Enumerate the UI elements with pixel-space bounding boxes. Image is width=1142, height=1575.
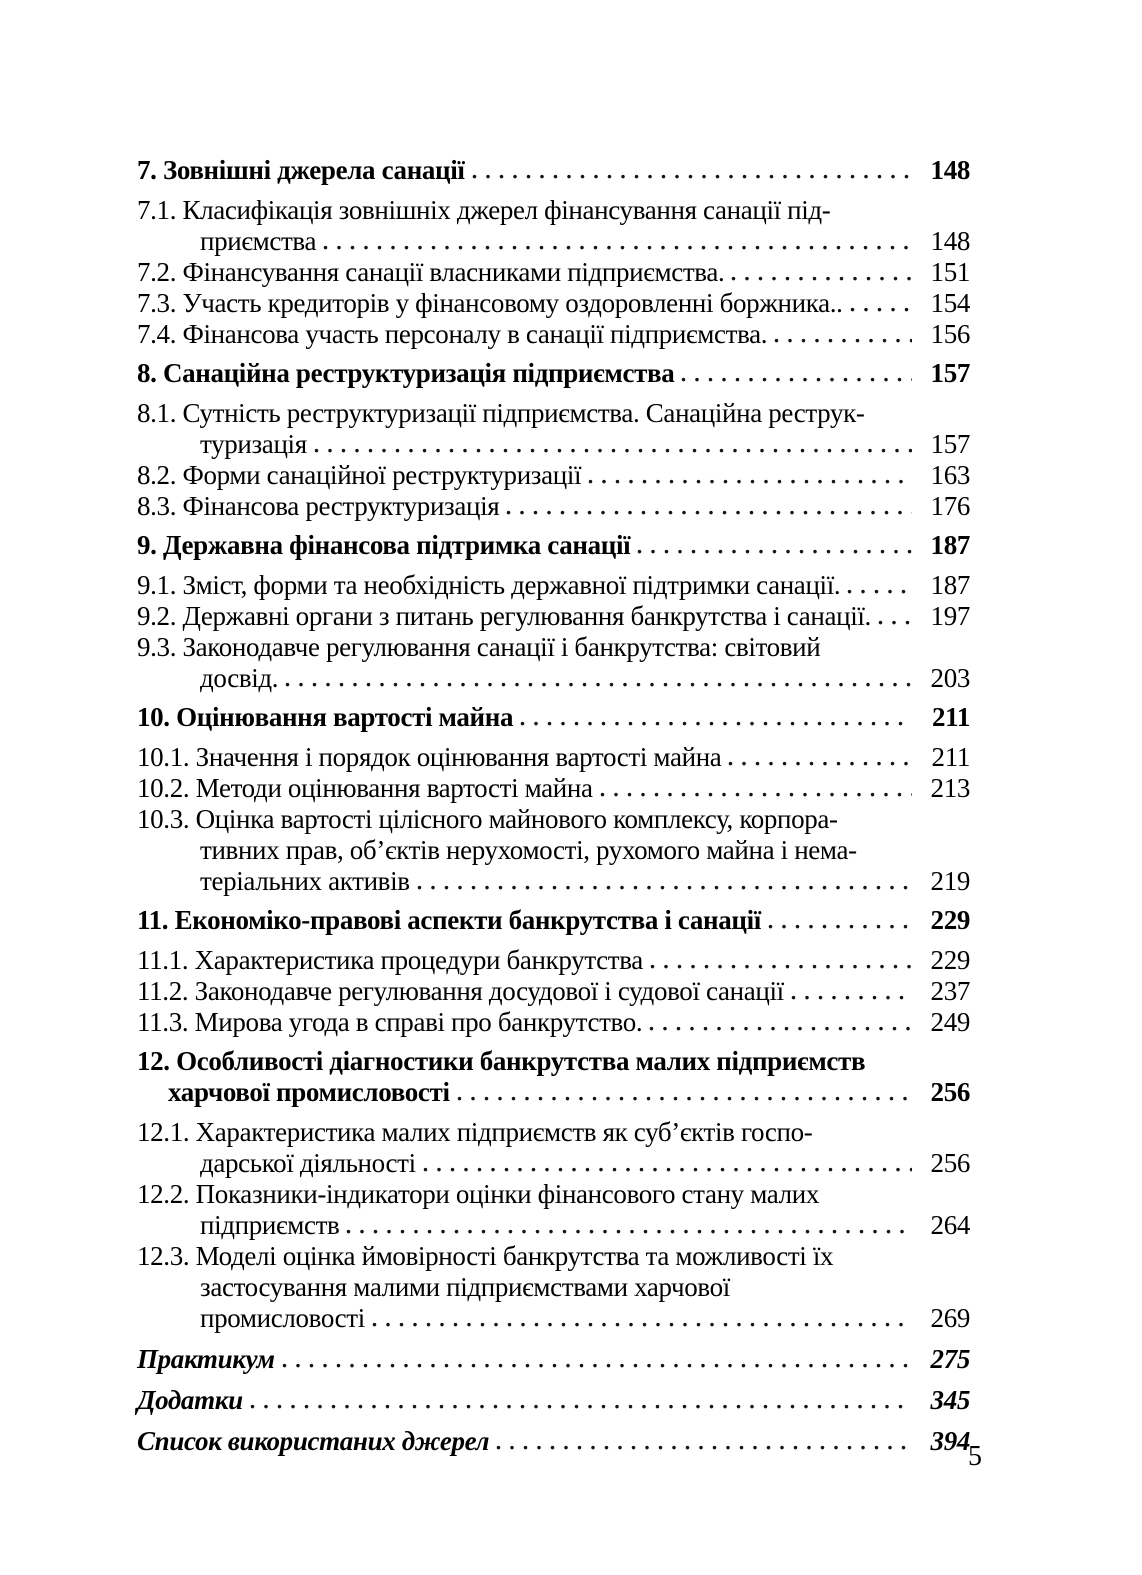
toc-entry: [137, 1117, 970, 1179]
toc-entry: [137, 601, 970, 632]
entry-page-number: 156: [930, 319, 970, 349]
page-number: 5: [968, 1441, 982, 1472]
entry-line: [137, 319, 970, 350]
entry-title-text: 11.2. Законодавче регулювання досудової і судової санації: [137, 976, 784, 1006]
entry-page-number: 148: [930, 155, 970, 185]
dot-leader: [372, 1320, 912, 1327]
toc-entry: [137, 1426, 970, 1457]
entry-title-text: 11.1. Характеристика процедури банкрутства: [137, 945, 643, 975]
entry-line: [137, 1007, 970, 1038]
entry-line: [137, 1426, 970, 1457]
toc-entry: [137, 491, 970, 522]
dot-leader: [423, 1165, 912, 1172]
entry-title-text: досвід.: [200, 663, 279, 693]
entry-page-number: 163: [930, 460, 970, 490]
toc-entry: [137, 702, 970, 733]
entry-line: [137, 1179, 970, 1210]
entry-title-text: 8. Санаційна реструктуризація підприємства: [137, 358, 675, 388]
entry-page-number: 154: [930, 288, 970, 318]
entry-line: [137, 429, 970, 460]
toc-entry: [137, 288, 970, 319]
dot-leader: [496, 1443, 912, 1450]
entry-title-text: приємства: [200, 226, 317, 256]
entry-title-text: промисловості: [200, 1303, 365, 1333]
entry-title-text: Список використаних джерел: [137, 1426, 490, 1456]
entry-page-number: 176: [930, 491, 970, 521]
toc-entry: [137, 976, 970, 1007]
entry-page-number: 229: [930, 905, 970, 935]
entry-page-number: 211: [932, 702, 970, 732]
toc-entry: [137, 570, 970, 601]
dot-leader: [649, 1024, 912, 1031]
entry-line: [137, 632, 970, 663]
entry-title-text: 11. Економіко-правові аспекти банкрутства і санації: [137, 905, 761, 935]
entry-page-number: 219: [930, 866, 970, 896]
entry-line: [137, 1272, 970, 1303]
entry-page-number: 249: [930, 1007, 970, 1037]
dot-leader: [878, 618, 912, 625]
entry-line: [137, 804, 970, 835]
entry-line: [137, 742, 970, 773]
entry-line: [137, 663, 970, 694]
toc-entry: [137, 1179, 970, 1241]
dot-leader: [768, 922, 912, 929]
entry-title-text: тивних прав, об’єктів нерухомості, рухомого майна і нема-: [200, 835, 857, 865]
entry-page-number: 237: [930, 976, 970, 1006]
entry-line: [137, 155, 970, 186]
entry-line: [137, 1117, 970, 1148]
entry-line: [137, 195, 970, 226]
toc-entry: [137, 804, 970, 897]
toc-entry: [137, 460, 970, 491]
entry-page-number: 203: [930, 663, 970, 693]
entry-line: [137, 257, 970, 288]
entry-page-number: 157: [930, 429, 970, 459]
entry-title-text: 12.2. Показники-індикатори оцінки фінансового стану малих: [137, 1179, 820, 1209]
entry-title-text: дарської діяльності: [200, 1148, 416, 1178]
entry-title-text: 7.4. Фінансова участь персоналу в санації підприємства.: [137, 319, 768, 349]
entry-line: [137, 1303, 970, 1334]
dot-leader: [637, 547, 912, 554]
entry-title-text: 10.1. Значення і порядок оцінювання вартості майна: [137, 742, 722, 772]
entry-line: [137, 460, 970, 491]
entry-title-text: 9. Державна фінансова підтримка санації: [137, 530, 631, 560]
entry-title-text: теріальних активів: [200, 866, 410, 896]
entry-line: [137, 1344, 970, 1375]
entry-line: [137, 866, 970, 897]
entry-title-text: 9.2. Державні органи з питань регулювання банкрутства і санації.: [137, 601, 871, 631]
toc-entry: [137, 905, 970, 936]
dot-leader: [681, 375, 912, 382]
entry-page-number: 187: [930, 530, 970, 560]
entry-title-text: 10. Оцінювання вартості майна: [137, 702, 514, 732]
dot-leader: [506, 508, 912, 515]
entry-title-text: 12.1. Характеристика малих підприємств як суб’єктів госпо-: [137, 1117, 813, 1147]
entry-title-text: 10.3. Оцінка вартості цілісного майнового комплексу, корпора-: [137, 804, 838, 834]
dot-leader: [650, 962, 912, 969]
toc-entry: [137, 398, 970, 460]
dot-leader: [250, 1402, 912, 1409]
entry-line: [137, 1046, 970, 1077]
toc-entry: [137, 1241, 970, 1334]
toc-entry: [137, 945, 970, 976]
toc-entry: [137, 358, 970, 389]
entry-page-number: 264: [930, 1210, 970, 1240]
toc-entry: [137, 319, 970, 350]
toc-entry: [137, 155, 970, 186]
entry-title-text: 9.3. Законодавче регулювання санації і банкрутства: світовий: [137, 632, 821, 662]
entry-title-text: 12.3. Моделі оцінка ймовірності банкрутства та можливості їх: [137, 1241, 834, 1271]
toc-entry: [137, 1046, 970, 1108]
dot-leader: [588, 477, 912, 484]
entry-line: [137, 702, 970, 733]
dot-leader: [728, 759, 912, 766]
entry-page-number: 187: [930, 570, 970, 600]
dot-leader: [520, 719, 912, 726]
toc-entry: [137, 1344, 970, 1375]
dot-leader: [600, 790, 912, 797]
entry-title-text: 9.1. Зміст, форми та необхідність державної підтримки санації.: [137, 570, 841, 600]
entry-line: [137, 601, 970, 632]
entry-line: [137, 1077, 970, 1108]
toc-entry: [137, 773, 970, 804]
entry-line: [137, 976, 970, 1007]
entry-page-number: 148: [930, 226, 970, 256]
dot-leader: [282, 1361, 912, 1368]
table-of-contents: [137, 147, 970, 1457]
entry-line: [137, 1148, 970, 1179]
dot-leader: [285, 680, 912, 687]
entry-title-text: 8.1. Сутність реструктуризації підприємства. Санаційна реструк-: [137, 398, 865, 428]
entry-title-text: Практикум: [137, 1344, 275, 1374]
entry-page-number: 229: [930, 945, 970, 975]
entry-title-text: 8.3. Фінансова реструктуризація: [137, 491, 500, 521]
entry-line: [137, 358, 970, 389]
entry-title-text: застосування малими підприємствами харчової: [200, 1272, 730, 1302]
entry-title-text: 7.1. Класифікація зовнішніх джерел фінансування санації під-: [137, 195, 831, 225]
entry-page-number: 211: [931, 742, 970, 772]
entry-title-text: 10.2. Методи оцінювання вартості майна: [137, 773, 593, 803]
entry-line: [137, 773, 970, 804]
entry-line: [137, 530, 970, 561]
entry-title-text: туризація: [200, 429, 307, 459]
entry-page-number: 151: [930, 257, 970, 287]
toc-entry: [137, 1385, 970, 1416]
toc-entry: [137, 632, 970, 694]
entry-title-text: 7.3. Участь кредиторів у фінансовому оздоровленні боржника..: [137, 288, 843, 318]
toc-entry: [137, 257, 970, 288]
entry-title-text: підприємств: [200, 1210, 340, 1240]
entry-line: [137, 398, 970, 429]
entry-line: [137, 491, 970, 522]
toc-entry: [137, 742, 970, 773]
entry-title-text: харчової промисловості: [168, 1077, 450, 1107]
toc-entry: [137, 1007, 970, 1038]
dot-leader: [472, 172, 912, 179]
entry-page-number: 256: [930, 1148, 970, 1178]
entry-line: [137, 288, 970, 319]
entry-page-number: 256: [930, 1077, 970, 1107]
entry-title-text: Додатки: [137, 1385, 243, 1415]
entry-page-number: 269: [930, 1303, 970, 1333]
entry-title-text: 11.3. Мирова угода в справі про банкрутство.: [137, 1007, 643, 1037]
entry-line: [137, 1241, 970, 1272]
entry-line: [137, 570, 970, 601]
dot-leader: [731, 274, 912, 281]
entry-line: [137, 835, 970, 866]
entry-line: [137, 226, 970, 257]
dot-leader: [314, 446, 912, 453]
entry-line: [137, 945, 970, 976]
entry-title-text: 7. Зовнішні джерела санації: [137, 155, 465, 185]
entry-title-text: 8.2. Форми санаційної реструктуризації: [137, 460, 582, 490]
entry-page-number: 394: [930, 1426, 970, 1456]
entry-title-text: 12. Особливості діагностики банкрутства малих підприємств: [137, 1046, 866, 1076]
dot-leader: [850, 305, 912, 312]
dot-leader: [323, 243, 912, 250]
entry-page-number: 213: [930, 773, 970, 803]
dot-leader: [417, 883, 912, 890]
entry-page-number: 275: [930, 1344, 970, 1374]
toc-entry: [137, 530, 970, 561]
dot-leader: [791, 993, 912, 1000]
entry-line: [137, 1210, 970, 1241]
dot-leader: [774, 336, 912, 343]
entry-page-number: 197: [930, 601, 970, 631]
entry-line: [137, 905, 970, 936]
entry-line: [137, 1385, 970, 1416]
entry-page-number: 157: [930, 358, 970, 388]
dot-leader: [457, 1094, 912, 1101]
dot-leader: [847, 587, 912, 594]
dot-leader: [346, 1227, 912, 1234]
toc-entry: [137, 195, 970, 257]
entry-title-text: 7.2. Фінансування санації власниками підприємства.: [137, 257, 725, 287]
entry-page-number: 345: [930, 1385, 970, 1415]
